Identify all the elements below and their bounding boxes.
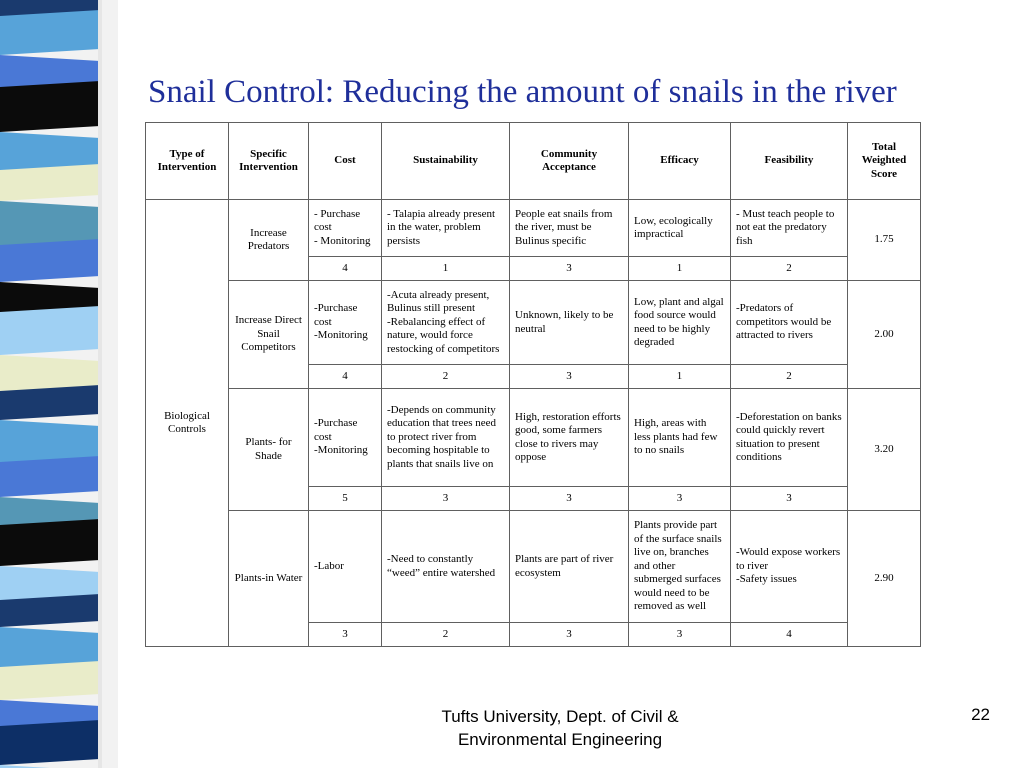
score-efficacy: 1: [629, 257, 731, 281]
score-community: 3: [510, 257, 629, 281]
specific-cell: Increase Predators: [229, 200, 309, 281]
score-efficacy: 3: [629, 487, 731, 511]
efficacy-cell: Plants provide part of the surface snails live on, branches and other submerged surfaces would need to be removed as well: [629, 511, 731, 623]
feasibility-cell: -Would expose workers to river -Safety issues: [731, 511, 848, 623]
feasibility-cell: -Predators of competitors would be attracted to rivers: [731, 281, 848, 365]
footer-line-2: Environmental Engineering: [457, 730, 663, 749]
cost-cell: -Purchase cost -Monitoring: [309, 281, 382, 365]
stripe-block: [0, 456, 100, 497]
sustainability-cell: -Depends on community education that trees need to protect river from becoming hospitable to plants that snails live on: [382, 389, 510, 487]
community-cell: Unknown, likely to be neutral: [510, 281, 629, 365]
stripe-block: [0, 661, 100, 700]
stripe-divider: [98, 0, 102, 768]
score-cost: 5: [309, 487, 382, 511]
feasibility-cell: - Must teach people to not eat the predatory fish: [731, 200, 848, 257]
stripe-block: [0, 720, 100, 765]
footer-institution: [380, 705, 740, 751]
table-row: [146, 511, 921, 623]
sustainability-cell: -Need to constantly “weed” entire watershed: [382, 511, 510, 623]
score-cost: 3: [309, 623, 382, 647]
community-cell: High, restoration efforts good, some farmers close to rivers may oppose: [510, 389, 629, 487]
score-feasibility: 2: [731, 257, 848, 281]
stripe-block: [0, 81, 100, 132]
score-community: 3: [510, 365, 629, 389]
type-cell: Biological Controls: [146, 200, 229, 647]
header-community: Community Acceptance: [510, 123, 629, 200]
cost-cell: - Purchase cost - Monitoring: [309, 200, 382, 257]
total-score-cell: 1.75: [848, 200, 921, 281]
score-feasibility: 2: [731, 365, 848, 389]
score-sustainability: 1: [382, 257, 510, 281]
header-feasibility: Feasibility: [731, 123, 848, 200]
interventions-table: [145, 122, 921, 647]
community-cell: Plants are part of river ecosystem: [510, 511, 629, 623]
score-feasibility: 3: [731, 487, 848, 511]
efficacy-cell: Low, plant and algal food source would need to be highly degraded: [629, 281, 731, 365]
score-community: 3: [510, 487, 629, 511]
score-cost: 4: [309, 365, 382, 389]
total-score-cell: 2.00: [848, 281, 921, 389]
table-row: [146, 389, 921, 487]
table-row: [146, 200, 921, 257]
score-cost: 4: [309, 257, 382, 281]
header-total: Total Weighted Score: [848, 123, 921, 200]
stripe-graphic: [0, 0, 118, 768]
cost-cell: -Labor: [309, 511, 382, 623]
total-score-cell: 2.90: [848, 511, 921, 647]
community-cell: People eat snails from the river, must be Bulinus specific: [510, 200, 629, 257]
stripe-block: [0, 239, 100, 282]
efficacy-cell: Low, ecologically impractical: [629, 200, 731, 257]
header-specific: Specific Intervention: [229, 123, 309, 200]
efficacy-cell: High, areas with less plants had few to no snails: [629, 389, 731, 487]
specific-cell: Increase Direct Snail Competitors: [229, 281, 309, 389]
specific-cell: Plants- for Shade: [229, 389, 309, 511]
stripe-block: [0, 10, 100, 55]
score-community: 3: [510, 623, 629, 647]
header-efficacy: Efficacy: [629, 123, 731, 200]
sustainability-cell: - Talapia already present in the water, problem persists: [382, 200, 510, 257]
score-sustainability: 3: [382, 487, 510, 511]
stripe-block: [0, 519, 100, 566]
slide-title: Snail Control: Reducing the amount of snails in the river: [148, 74, 897, 110]
header-sustainability: Sustainability: [382, 123, 510, 200]
score-sustainability: 2: [382, 623, 510, 647]
cost-cell: -Purchase cost -Monitoring: [309, 389, 382, 487]
stripe-block: [0, 306, 100, 355]
table-row: [146, 281, 921, 365]
total-score-cell: 3.20: [848, 389, 921, 511]
stripe-block: [0, 385, 100, 420]
header-type: Type of Intervention: [146, 123, 229, 200]
sustainability-cell: -Acuta already present, Bulinus still present -Rebalancing effect of nature, would force restocking of competitors: [382, 281, 510, 365]
stripe-block: [0, 164, 100, 201]
decorative-stripe: [0, 0, 118, 768]
specific-cell: Plants-in Water: [229, 511, 309, 647]
score-efficacy: 3: [629, 623, 731, 647]
header-row: [146, 123, 921, 200]
score-efficacy: 1: [629, 365, 731, 389]
footer-line-1: Tufts University, Dept. of Civil &: [441, 707, 679, 726]
page-number: 22: [971, 705, 990, 724]
score-feasibility: 4: [731, 623, 848, 647]
feasibility-cell: -Deforestation on banks could quickly revert situation to present conditions: [731, 389, 848, 487]
header-cost: Cost: [309, 123, 382, 200]
score-sustainability: 2: [382, 365, 510, 389]
